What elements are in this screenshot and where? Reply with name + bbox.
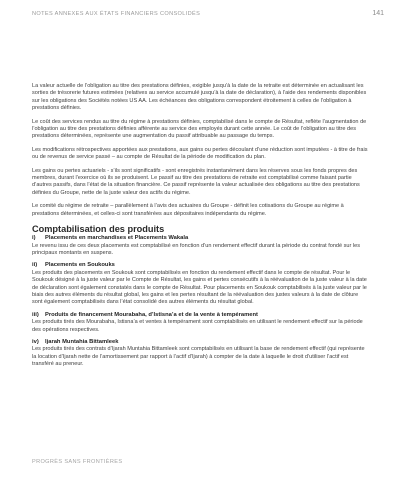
paragraph-pension-committee: Le comité du régime de retraite – parallèlement à l’avis des actuaires du Groupe - définit les cotisations du Groupe au régime à prestations déterminées, et celles-ci sont transférées aux dépositaires indépendants du régime. (32, 203, 344, 217)
subsection-text: Le revenu issu de ces deux placements est comptabilisé en fonction d’un rendement effectif durant la période du contrat fondé sur les principaux montants en suspens. (32, 242, 360, 256)
subsection-heading (32, 312, 370, 319)
subsection-number: ii) (32, 262, 38, 269)
header-title: NOTES ANNEXES AUX ÉTATS FINANCIERS CONSOLIDÉS (32, 11, 201, 17)
subsection-heading-text: Produits de financement Mourabaha, d’Istisna’a et de la vente à tempérament (45, 311, 258, 318)
paragraph-actuarial-gains: Les gains ou pertes actuariels - s’ils sont significatifs - sont enregistrés instantanément dans les réserves sous les fonds propres des membres, durant l’exercice où ils se produisent. Le passif au titre des prestations de retraite est comptabilisé comme faisant partie d’autres passifs, dans l’état de la situation financière. Ce passif représente la valeur actualisée des obligations au titre des prestations définies du Groupe, nette de la juste valeur des actifs du régime. (32, 167, 360, 196)
subsection-number: i) (32, 235, 36, 242)
subsection-heading (32, 235, 370, 242)
subsection-heading-text: Placements en Soukouks (45, 262, 115, 269)
subsection-number: iii) (32, 311, 39, 318)
subsection-heading-text: Ijarah Muntahia Bittamleek (45, 338, 119, 345)
paragraph-service-cost: Le coût des services rendus au titre du régime à prestations définies, comptabilisé dans le compte de Résultat, reflète l’augmentation de l’obligation au titre des prestations définies afférente au service des employés durant cette année. Le coût de l’obligation au titre des prestations déterminées, représente une augmentation du passif attribuable au passage du temps. (32, 118, 367, 140)
subsection-heading (32, 339, 370, 346)
page-number: 141 (372, 10, 384, 17)
subsection-text: Les produits tirés des Mourabaha, Istisna’a et ventes à tempérament sont comptabilisés en utilisant le rendement effectif sur la période des opérations respectives. (32, 319, 363, 333)
document-body (32, 83, 370, 374)
page-header (32, 11, 384, 23)
paragraph-retrospective-changes: Les modifications rétrospectives apportées aux prestations, aux gains ou pertes découlant d’une réduction sont imputées - à titre de frais ou de revenus de service passé – au compte de Résultat de la période de modification du plan. (32, 146, 368, 161)
page-footer: PROGRÈS SANS FRONTIÈRES (32, 459, 123, 465)
subsection-heading (32, 262, 370, 269)
section-title: Comptabilisation des produits (32, 224, 165, 235)
subsection-text: Les produits des placements en Soukouk sont comptabilisés en fonction du rendement effectif dans le compte de résultat. Pour le Soukouk désigné à la juste valeur par le Compte de Résultat, les gains et pertes consécutifs à la réévaluation de la juste valeur à la date de déclaration sont également constatés dans le compte de Résultat. Pour placements en Soukouk comptabilisés à la juste valeur par le biais des autres éléments du résultat global, les gains et les pertes résultant de la réévaluation des justes valeurs à la date de clôture sont également comptabilisés dans l’état consolidé des autres éléments du résultat global. (32, 269, 367, 306)
subsection-number: iv) (32, 338, 39, 345)
subsection-heading-text: Placements en marchandises et Placements Wakala (45, 235, 189, 242)
subsection-text: Les produits tirés des contrats d’Ijarah Muntahia Bittamleek sont comptabilisés en utilisant la base de rendement effectif (qui représente la location d’Ijarah nette de l’amortissement par rapport à l’actif d’Ijarah) à compter de la date à laquelle le droit d’utiliser l’actif est transféré au preneur. (32, 346, 365, 368)
paragraph-obligation-value: La valeur actuelle de l’obligation au titre des prestations définies, exigible jusqu’à la date de la retraite est déterminée en actualisant les sorties de trésorerie futures estimées (relatives au service accumulé jusqu’à la date de déclaration), à l’aide des rendements disponibles sur les obligations des Sociétés notées US AA. Les échéances des obligations correspondent étroitement à celles de l’obligation à prestations définies. (32, 83, 367, 112)
